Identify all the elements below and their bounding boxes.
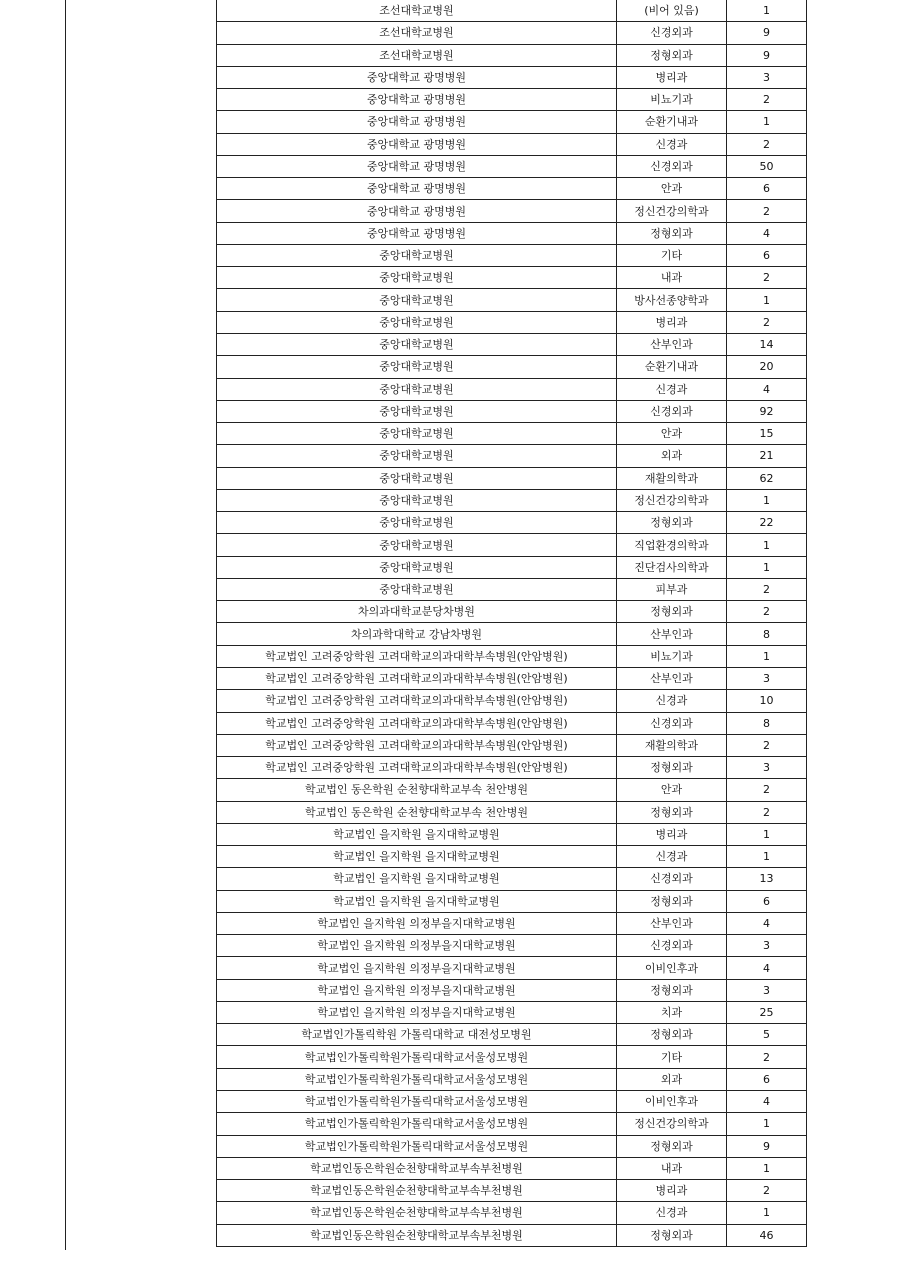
count-cell: 9 xyxy=(727,1135,807,1157)
count-cell: 3 xyxy=(727,935,807,957)
hospital-name-cell: 학교법인 을지학원 의정부을지대학교병원 xyxy=(217,979,617,1001)
hospital-name-cell: 학교법인 을지학원 의정부을지대학교병원 xyxy=(217,1001,617,1023)
department-cell: 정형외과 xyxy=(617,1024,727,1046)
count-cell: 1 xyxy=(727,1113,807,1135)
count-cell: 1 xyxy=(727,489,807,511)
count-cell: 1 xyxy=(727,556,807,578)
hospital-name-cell: 중앙대학교병원 xyxy=(217,556,617,578)
hospital-name-cell: 중앙대학교병원 xyxy=(217,356,617,378)
table-row xyxy=(217,155,807,177)
hospital-name-cell: 중앙대학교병원 xyxy=(217,534,617,556)
table-row xyxy=(217,267,807,289)
count-cell: 13 xyxy=(727,868,807,890)
table-row xyxy=(217,1180,807,1202)
table-row xyxy=(217,601,807,623)
department-cell: 병리과 xyxy=(617,311,727,333)
hospital-name-cell: 학교법인동은학원순천향대학교부속부천병원 xyxy=(217,1224,617,1246)
department-cell: 이비인후과 xyxy=(617,1091,727,1113)
department-cell: 신경외과 xyxy=(617,400,727,422)
count-cell: 2 xyxy=(727,601,807,623)
department-cell: 신경외과 xyxy=(617,155,727,177)
department-cell: 신경과 xyxy=(617,378,727,400)
count-cell: 1 xyxy=(727,1157,807,1179)
hospital-name-cell: 중앙대학교병원 xyxy=(217,311,617,333)
count-cell: 1 xyxy=(727,0,807,22)
count-cell: 21 xyxy=(727,445,807,467)
department-cell: 병리과 xyxy=(617,66,727,88)
table-row xyxy=(217,846,807,868)
department-cell: 내과 xyxy=(617,1157,727,1179)
hospital-department-table xyxy=(216,0,807,1247)
table-row xyxy=(217,222,807,244)
department-cell: 산부인과 xyxy=(617,912,727,934)
department-cell: 재활의학과 xyxy=(617,467,727,489)
table-row xyxy=(217,556,807,578)
count-cell: 2 xyxy=(727,267,807,289)
department-cell: 정신건강의학과 xyxy=(617,489,727,511)
count-cell: 20 xyxy=(727,356,807,378)
count-cell: 46 xyxy=(727,1224,807,1246)
hospital-name-cell: 학교법인 을지학원 의정부을지대학교병원 xyxy=(217,935,617,957)
department-cell: 정형외과 xyxy=(617,979,727,1001)
hospital-name-cell: 학교법인가톨릭학원가톨릭대학교서울성모병원 xyxy=(217,1135,617,1157)
hospital-name-cell: 중앙대학교 광명병원 xyxy=(217,178,617,200)
count-cell: 15 xyxy=(727,423,807,445)
table-row xyxy=(217,400,807,422)
department-cell: 기타 xyxy=(617,1046,727,1068)
table-row xyxy=(217,512,807,534)
hospital-name-cell: 학교법인 을지학원 을지대학교병원 xyxy=(217,823,617,845)
table-row xyxy=(217,1024,807,1046)
department-cell: 진단검사의학과 xyxy=(617,556,727,578)
table-row xyxy=(217,111,807,133)
count-cell: 2 xyxy=(727,578,807,600)
hospital-name-cell: 중앙대학교 광명병원 xyxy=(217,133,617,155)
table-row xyxy=(217,890,807,912)
table-row xyxy=(217,1135,807,1157)
department-cell: 신경과 xyxy=(617,690,727,712)
department-cell: 병리과 xyxy=(617,823,727,845)
hospital-name-cell: 중앙대학교병원 xyxy=(217,244,617,266)
count-cell: 14 xyxy=(727,333,807,355)
table-row xyxy=(217,1157,807,1179)
table-row xyxy=(217,957,807,979)
table-row xyxy=(217,801,807,823)
department-cell: 신경외과 xyxy=(617,22,727,44)
count-cell: 1 xyxy=(727,1202,807,1224)
hospital-name-cell: 중앙대학교병원 xyxy=(217,289,617,311)
count-cell: 50 xyxy=(727,155,807,177)
count-cell: 1 xyxy=(727,846,807,868)
table-row xyxy=(217,534,807,556)
department-cell: 안과 xyxy=(617,178,727,200)
count-cell: 1 xyxy=(727,823,807,845)
count-cell: 10 xyxy=(727,690,807,712)
count-cell: 2 xyxy=(727,1046,807,1068)
count-cell: 6 xyxy=(727,178,807,200)
table-row xyxy=(217,378,807,400)
hospital-name-cell: 중앙대학교 광명병원 xyxy=(217,111,617,133)
department-cell: 신경과 xyxy=(617,1202,727,1224)
hospital-name-cell: 중앙대학교병원 xyxy=(217,378,617,400)
hospital-name-cell: 학교법인 고려중앙학원 고려대학교의과대학부속병원(안암병원) xyxy=(217,667,617,689)
count-cell: 3 xyxy=(727,66,807,88)
table-row xyxy=(217,1113,807,1135)
table-row xyxy=(217,912,807,934)
hospital-name-cell: 학교법인가톨릭학원가톨릭대학교서울성모병원 xyxy=(217,1068,617,1090)
count-cell: 5 xyxy=(727,1024,807,1046)
count-cell: 2 xyxy=(727,200,807,222)
department-cell: 산부인과 xyxy=(617,623,727,645)
table-body xyxy=(217,0,807,1246)
count-cell: 3 xyxy=(727,757,807,779)
hospital-name-cell: 차의과대학교분당차병원 xyxy=(217,601,617,623)
hospital-name-cell: 중앙대학교 광명병원 xyxy=(217,155,617,177)
table-row xyxy=(217,22,807,44)
count-cell: 3 xyxy=(727,979,807,1001)
table-row xyxy=(217,445,807,467)
table-row xyxy=(217,1091,807,1113)
department-cell: 순환기내과 xyxy=(617,111,727,133)
table-row xyxy=(217,645,807,667)
hospital-name-cell: 중앙대학교 광명병원 xyxy=(217,66,617,88)
count-cell: 8 xyxy=(727,712,807,734)
table-row xyxy=(217,467,807,489)
hospital-name-cell: 중앙대학교 광명병원 xyxy=(217,222,617,244)
hospital-name-cell: 중앙대학교병원 xyxy=(217,578,617,600)
department-cell: 정형외과 xyxy=(617,512,727,534)
table-row xyxy=(217,289,807,311)
department-cell: 안과 xyxy=(617,423,727,445)
department-cell: 신경과 xyxy=(617,133,727,155)
table-row xyxy=(217,89,807,111)
hospital-name-cell: 학교법인 을지학원 을지대학교병원 xyxy=(217,868,617,890)
department-cell: 정형외과 xyxy=(617,601,727,623)
hospital-name-cell: 조선대학교병원 xyxy=(217,22,617,44)
department-cell: 이비인후과 xyxy=(617,957,727,979)
count-cell: 1 xyxy=(727,534,807,556)
table-row xyxy=(217,823,807,845)
department-cell: 정신건강의학과 xyxy=(617,1113,727,1135)
department-cell: 피부과 xyxy=(617,578,727,600)
hospital-name-cell: 학교법인 고려중앙학원 고려대학교의과대학부속병원(안암병원) xyxy=(217,645,617,667)
table-row xyxy=(217,1224,807,1246)
hospital-name-cell: 학교법인동은학원순천향대학교부속부천병원 xyxy=(217,1202,617,1224)
count-cell: 2 xyxy=(727,133,807,155)
hospital-name-cell: 학교법인 을지학원 의정부을지대학교병원 xyxy=(217,912,617,934)
count-cell: 62 xyxy=(727,467,807,489)
count-cell: 1 xyxy=(727,111,807,133)
department-cell: 외과 xyxy=(617,1068,727,1090)
count-cell: 9 xyxy=(727,22,807,44)
hospital-name-cell: 학교법인 을지학원 을지대학교병원 xyxy=(217,890,617,912)
department-cell: 비뇨기과 xyxy=(617,645,727,667)
department-cell: 외과 xyxy=(617,445,727,467)
count-cell: 6 xyxy=(727,244,807,266)
department-cell: 정형외과 xyxy=(617,222,727,244)
table-row xyxy=(217,178,807,200)
department-cell: 신경외과 xyxy=(617,868,727,890)
hospital-name-cell: 학교법인가톨릭학원가톨릭대학교서울성모병원 xyxy=(217,1113,617,1135)
table-row xyxy=(217,935,807,957)
department-cell: 산부인과 xyxy=(617,667,727,689)
table-row xyxy=(217,623,807,645)
count-cell: 4 xyxy=(727,912,807,934)
hospital-name-cell: 조선대학교병원 xyxy=(217,44,617,66)
hospital-name-cell: 학교법인 동은학원 순천향대학교부속 천안병원 xyxy=(217,801,617,823)
department-cell: 병리과 xyxy=(617,1180,727,1202)
hospital-name-cell: 학교법인 고려중앙학원 고려대학교의과대학부속병원(안암병원) xyxy=(217,757,617,779)
hospital-name-cell: 학교법인동은학원순천향대학교부속부천병원 xyxy=(217,1180,617,1202)
hospital-name-cell: 학교법인 고려중앙학원 고려대학교의과대학부속병원(안암병원) xyxy=(217,734,617,756)
count-cell: 2 xyxy=(727,779,807,801)
table-row xyxy=(217,667,807,689)
department-cell: 정형외과 xyxy=(617,890,727,912)
left-margin-rule xyxy=(65,0,66,1250)
department-cell: 정신건강의학과 xyxy=(617,200,727,222)
count-cell: 4 xyxy=(727,222,807,244)
count-cell: 2 xyxy=(727,1180,807,1202)
department-cell: 정형외과 xyxy=(617,1224,727,1246)
table-row xyxy=(217,734,807,756)
department-cell: 신경외과 xyxy=(617,935,727,957)
count-cell: 4 xyxy=(727,957,807,979)
table-row xyxy=(217,868,807,890)
hospital-name-cell: 중앙대학교병원 xyxy=(217,445,617,467)
hospital-name-cell: 중앙대학교병원 xyxy=(217,423,617,445)
department-cell: 비뇨기과 xyxy=(617,89,727,111)
count-cell: 4 xyxy=(727,1091,807,1113)
count-cell: 1 xyxy=(727,289,807,311)
department-cell: 신경외과 xyxy=(617,712,727,734)
count-cell: 92 xyxy=(727,400,807,422)
hospital-name-cell: 학교법인동은학원순천향대학교부속부천병원 xyxy=(217,1157,617,1179)
hospital-name-cell: 학교법인 을지학원 을지대학교병원 xyxy=(217,846,617,868)
hospital-name-cell: 중앙대학교병원 xyxy=(217,467,617,489)
table-row xyxy=(217,0,807,22)
department-cell: 신경과 xyxy=(617,846,727,868)
count-cell: 8 xyxy=(727,623,807,645)
count-cell: 22 xyxy=(727,512,807,534)
hospital-name-cell: 중앙대학교병원 xyxy=(217,489,617,511)
count-cell: 2 xyxy=(727,89,807,111)
count-cell: 1 xyxy=(727,645,807,667)
table-row xyxy=(217,1202,807,1224)
department-cell: 내과 xyxy=(617,267,727,289)
department-cell: (비어 있음) xyxy=(617,0,727,22)
hospital-name-cell: 학교법인가톨릭학원가톨릭대학교서울성모병원 xyxy=(217,1091,617,1113)
table-row xyxy=(217,979,807,1001)
hospital-name-cell: 학교법인 동은학원 순천향대학교부속 천안병원 xyxy=(217,779,617,801)
table-row xyxy=(217,1046,807,1068)
hospital-name-cell: 중앙대학교병원 xyxy=(217,267,617,289)
table-row xyxy=(217,66,807,88)
department-cell: 산부인과 xyxy=(617,333,727,355)
department-cell: 순환기내과 xyxy=(617,356,727,378)
table-row xyxy=(217,133,807,155)
department-cell: 정형외과 xyxy=(617,757,727,779)
department-cell: 방사선종양학과 xyxy=(617,289,727,311)
count-cell: 25 xyxy=(727,1001,807,1023)
hospital-name-cell: 중앙대학교 광명병원 xyxy=(217,200,617,222)
hospital-name-cell: 중앙대학교 광명병원 xyxy=(217,89,617,111)
table-row xyxy=(217,690,807,712)
count-cell: 2 xyxy=(727,801,807,823)
table-row xyxy=(217,578,807,600)
table-row xyxy=(217,779,807,801)
table-row xyxy=(217,712,807,734)
table-row xyxy=(217,200,807,222)
department-cell: 재활의학과 xyxy=(617,734,727,756)
hospital-name-cell: 학교법인가톨릭학원가톨릭대학교서울성모병원 xyxy=(217,1046,617,1068)
table-row xyxy=(217,44,807,66)
hospital-name-cell: 차의과학대학교 강남차병원 xyxy=(217,623,617,645)
hospital-name-cell: 학교법인 고려중앙학원 고려대학교의과대학부속병원(안암병원) xyxy=(217,712,617,734)
department-cell: 직업환경의학과 xyxy=(617,534,727,556)
table-row xyxy=(217,244,807,266)
count-cell: 4 xyxy=(727,378,807,400)
hospital-name-cell: 중앙대학교병원 xyxy=(217,512,617,534)
table-row xyxy=(217,489,807,511)
department-cell: 정형외과 xyxy=(617,1135,727,1157)
hospital-name-cell: 학교법인 고려중앙학원 고려대학교의과대학부속병원(안암병원) xyxy=(217,690,617,712)
count-cell: 6 xyxy=(727,1068,807,1090)
count-cell: 2 xyxy=(727,311,807,333)
count-cell: 3 xyxy=(727,667,807,689)
department-cell: 기타 xyxy=(617,244,727,266)
hospital-name-cell: 중앙대학교병원 xyxy=(217,400,617,422)
hospital-name-cell: 학교법인가톨릭학원 가톨릭대학교 대전성모병원 xyxy=(217,1024,617,1046)
department-cell: 정형외과 xyxy=(617,44,727,66)
count-cell: 9 xyxy=(727,44,807,66)
table-row xyxy=(217,311,807,333)
table-row xyxy=(217,333,807,355)
count-cell: 2 xyxy=(727,734,807,756)
hospital-name-cell: 조선대학교병원 xyxy=(217,0,617,22)
table-row xyxy=(217,1068,807,1090)
table-row xyxy=(217,757,807,779)
department-cell: 치과 xyxy=(617,1001,727,1023)
hospital-name-cell: 중앙대학교병원 xyxy=(217,333,617,355)
count-cell: 6 xyxy=(727,890,807,912)
department-cell: 정형외과 xyxy=(617,801,727,823)
hospital-name-cell: 학교법인 을지학원 의정부을지대학교병원 xyxy=(217,957,617,979)
table-row xyxy=(217,356,807,378)
table-row xyxy=(217,1001,807,1023)
table-row xyxy=(217,423,807,445)
department-cell: 안과 xyxy=(617,779,727,801)
